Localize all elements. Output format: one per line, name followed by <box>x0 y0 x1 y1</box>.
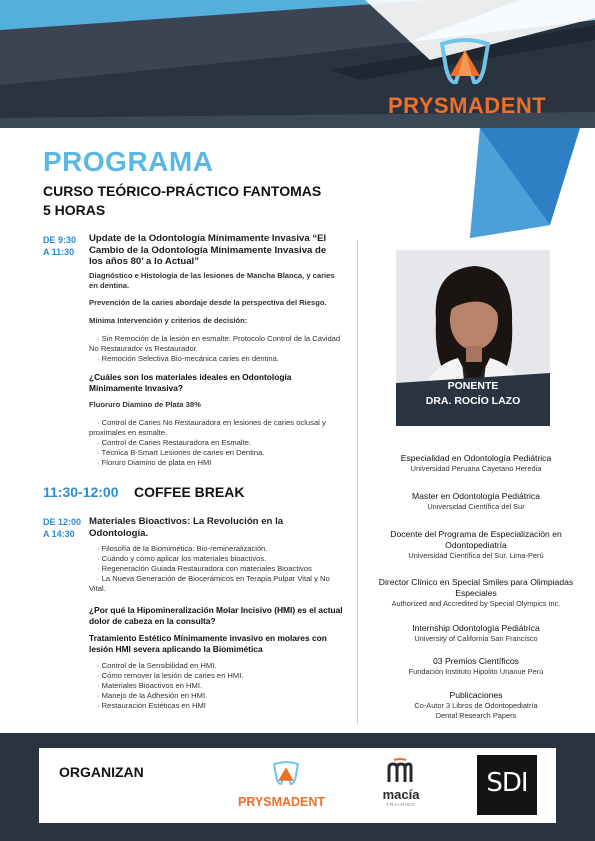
time-start: DE 9:30 <box>43 235 77 245</box>
organizers-label: ORGANIZAN <box>59 764 144 780</box>
credential-sub: Co-Autor 3 Libros de Odontopediatría <box>414 701 538 710</box>
credential-sub: Authorized and Accredited by Special Olympics Inc. <box>391 599 561 608</box>
credential-title: Master en Odontología Pediátrica <box>411 491 541 501</box>
column-divider <box>357 240 358 725</box>
session2-question: ¿Por qué la Hipomineralización Molar Incisivo (HMI) es el actual dolor de cabeza en la consulta? <box>89 605 343 626</box>
session1-bullets-a <box>89 334 344 364</box>
session1-fluoride: Fluoruro Diamino de Plata 38% <box>89 400 201 409</box>
list-item: · Floruro Diamino de plata en HMI <box>97 458 212 467</box>
macia-subtitle: TRAINING <box>386 802 416 807</box>
credential-title: Especialidad en Odontología Pediátrica <box>400 453 552 463</box>
time-start: DE 12:00 <box>43 517 82 527</box>
prysmadent-footer-logo-icon <box>270 760 302 788</box>
list-item: · Remoción Selectiva Bio-mecánica caries en dentina. <box>97 354 279 363</box>
credential-sub: Universidad Peruana Cayetano Heredia <box>410 464 542 473</box>
credential-item <box>365 690 587 721</box>
list-item: · Control de la Sensibilidad en HMI. <box>97 661 217 670</box>
course-subtitle <box>43 182 343 220</box>
session1-prevention: Prevención de la caries abordaje desde la perspectiva del Riesgo. <box>89 298 327 307</box>
brand-name: PRYSMADENT <box>388 93 547 118</box>
credential-item <box>365 491 587 512</box>
coffee-break-label: COFFEE BREAK <box>134 484 245 500</box>
credential-item <box>365 453 587 474</box>
decorative-shard <box>380 120 580 240</box>
list-item: · La Nueva Generación de Biocerámicos en Terapia Pulpar Vital y No Vital. <box>89 574 330 593</box>
list-item: · Técnica B-Smart Lesiones de caries en Dentina. <box>97 448 265 457</box>
session1-question: ¿Cuáles son los materiales ideales en Odontología Mínimamente Invasiva? <box>89 372 292 393</box>
credential-title: Internship Odontología Pediátrica <box>412 623 540 633</box>
list-item: · Control de Caries Restauradora en Esmalte. <box>97 438 252 447</box>
credential-title: Publicaciones <box>449 690 503 700</box>
list-item: · Control de Caries No Restauradora en lesiones de caries oclusal y proximales en esmalte. <box>89 418 326 437</box>
list-item: · Cuándo y cómo aplicar los materiales bioactivos. <box>97 554 267 563</box>
session1-title: Update de la Odontología Mínimamente Invasiva “El Cambio de la Odontología Mínimamente Invasiva de los años 80’ a lo Actual” <box>89 233 327 267</box>
list-item: · Regeneración Guiada Restauradora con materiales Bioactivos <box>97 564 312 573</box>
credential-sub: Dental Research Papers <box>435 711 517 720</box>
credential-sub: Universidad Científica del Sur <box>427 502 525 511</box>
speaker-label: PONENTE <box>447 380 499 392</box>
macia-name: macía <box>382 787 420 802</box>
list-item: · Manejo de la Adhesión en HMI. <box>97 691 208 700</box>
list-item: · Sin Remoción de la lesión en esmalte: Protocolo Control de la Cavidad No Restaurador vs Restaurador. <box>89 334 341 353</box>
credential-sub: University of California San Francisco <box>414 634 538 643</box>
credential-title: Director Clínico en Special Smiles para Olimpiadas Especiales <box>378 577 574 598</box>
session1-diagnosis: Diagnóstico e Histología de las lesiones de Mancha Blanca, y caries en dentina. <box>89 271 335 290</box>
session1-time <box>43 234 85 258</box>
credential-title: Docente del Programa de Especialización en Odontopediatría <box>390 529 562 550</box>
session1-bullets-b <box>89 418 344 468</box>
session2-bullets-b <box>89 661 344 711</box>
list-item: · Cómo remover la lesión de caries en HMI. <box>97 671 244 680</box>
prysmadent-logo-icon <box>434 38 496 88</box>
prysmadent-footer-name: PRYSMADENT <box>238 795 326 809</box>
session2-time <box>43 516 85 540</box>
time-end: A 11:30 <box>43 247 75 257</box>
credential-item <box>365 577 587 609</box>
macia-logo-icon <box>386 758 414 784</box>
page-title: PROGRAMA <box>43 146 214 177</box>
credential-sub: Universidad Científica del Sur. Lima-Perú <box>408 551 544 560</box>
session2-title: Materiales Bioactivos: La Revolución en la Odontología. <box>89 516 284 539</box>
speaker-name: DRA. ROCÍO LAZO <box>425 395 521 407</box>
credential-title: 03 Premios Científicos <box>433 656 519 666</box>
sdi-logo-text: SDI <box>486 768 528 798</box>
credential-sub: Fundación Instituto Hipolito Unanue Perú <box>408 667 544 676</box>
time-end: A 14:30 <box>43 529 75 539</box>
subtitle-line: CURSO TEÓRICO-PRÁCTICO FANTOMAS <box>43 183 322 199</box>
subtitle-line: 5 HORAS <box>43 202 106 218</box>
coffee-break-time: 11:30-12:00 <box>43 484 119 500</box>
credential-item <box>365 656 587 677</box>
session2-treatment: Tratamiento Estético Mínimamente invasivo en molares con lesión HMI severa aplicando la Biomimética <box>89 633 327 654</box>
list-item: · Restauración Estéticas en HMI <box>97 701 206 710</box>
session2-bullets-a <box>89 544 344 594</box>
credential-item <box>365 623 587 644</box>
list-item: · Materiales Bioactivos en HMI. <box>97 681 203 690</box>
credential-item <box>365 529 587 561</box>
session1-intervention: Mínima Intervención y criterios de decisión: <box>89 316 248 325</box>
list-item: · Filosofía de la Biomimética: Bio-remineralización. <box>97 544 268 553</box>
